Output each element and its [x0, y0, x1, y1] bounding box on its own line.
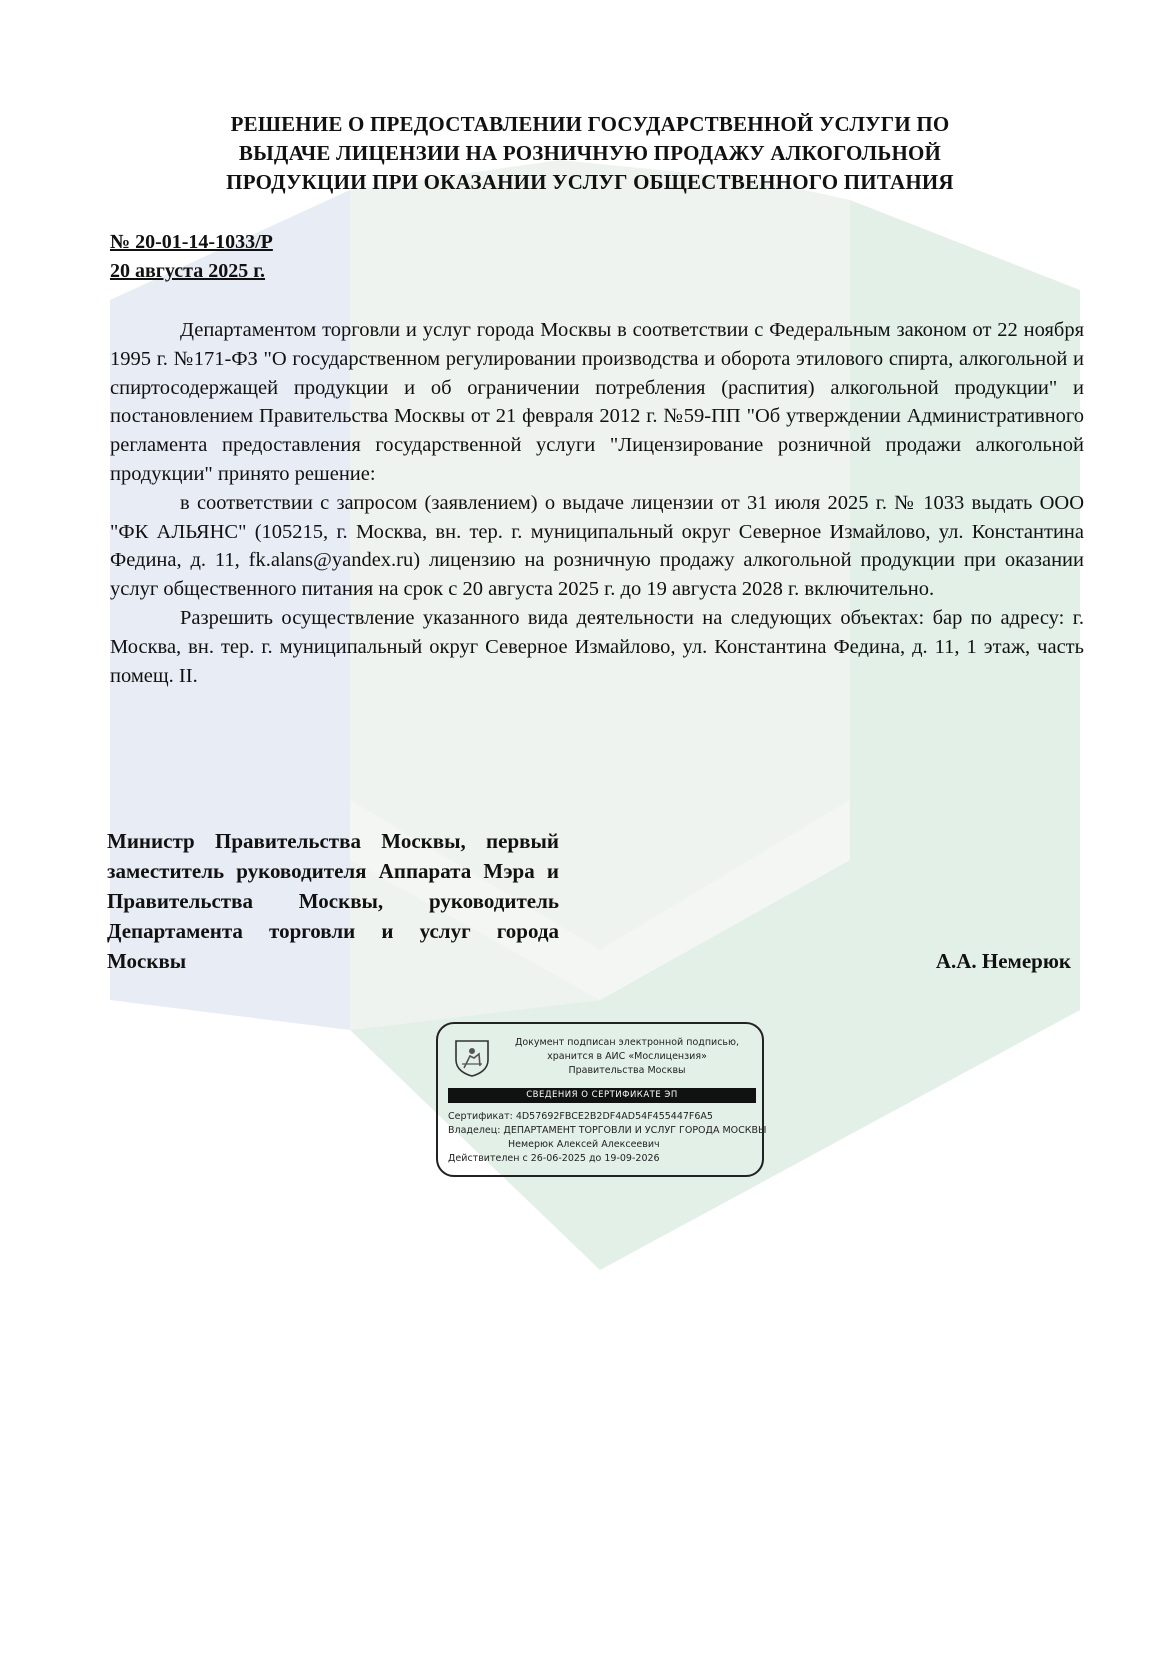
body-paragraph: Департаментом торговли и услуг города Москвы в соответствии с Федеральным законом от 22 ноября 1995 г. №171-ФЗ "О государственном регулировании производства и оборота этилового спирта, алкогольной и спиртосодержащей продукции и об ограничении потребления (распития) алкогольной продукции" и постановлением Правительства Москвы от 21 февраля 2012 г. №59-ПП "Об утверждении Административного регламента предоставления государственной услуги "Лицензирование розничной продажи алкогольной продукции" принято решение:	[110, 319, 1084, 485]
document-title	[120, 110, 1060, 197]
signature-notice-line: Документ подписан электронной подписью,	[514, 1037, 740, 1048]
signature-notice-line: Правительства Москвы	[568, 1065, 686, 1076]
document-date: 20 августа 2025 г.	[110, 260, 266, 282]
body-paragraph: Разрешить осуществление указанного вида деятельности на следующих объектах: бар по адресу: г. Москва, вн. тер. г. муниципальный округ Северное Измайлово, ул. Константина Федина, д. 11, 1 этаж, часть помещ. II.	[110, 606, 1084, 687]
certificate-owner-name: Немерюк Алексей Алексеевич	[508, 1139, 660, 1150]
signer-position: Министр Правительства Москвы, первый заместитель руководителя Аппарата Мэра и Правительства Москвы, руководитель Департамента торговли и услуг города Москвы	[107, 829, 559, 973]
document-body	[110, 316, 1084, 690]
title-line: ВЫДАЧЕ ЛИЦЕНЗИИ НА РОЗНИЧНУЮ ПРОДАЖУ АЛКОГОЛЬНОЙ	[238, 141, 942, 165]
certificate-info	[448, 1110, 767, 1166]
signature-notice-line: хранится в АИС «Мослицензия»	[547, 1051, 707, 1062]
certificate-validity: Действителен с 26-06-2025 до 19-09-2026	[448, 1153, 660, 1164]
signer-name: А.А. Немерюк	[935, 949, 1071, 973]
certificate-id: Сертификат: 4D57692FBCE2B2DF4AD54F455447F6A5	[448, 1111, 713, 1122]
document-number-block	[110, 228, 273, 286]
title-line: РЕШЕНИЕ О ПРЕДОСТАВЛЕНИИ ГОСУДАРСТВЕННОЙ УСЛУГИ ПО	[230, 112, 950, 136]
signature-notice	[498, 1036, 756, 1078]
electronic-signature-stamp	[436, 1022, 767, 1177]
moscow-coat-of-arms-icon	[452, 1038, 492, 1078]
certificate-owner: Владелец: ДЕПАРТАМЕНТ ТОРГОВЛИ И УСЛУГ ГОРОДА МОСКВЫ	[448, 1125, 767, 1136]
title-line: ПРОДУКЦИИ ПРИ ОКАЗАНИИ УСЛУГ ОБЩЕСТВЕННОГО ПИТАНИЯ	[226, 170, 954, 194]
body-paragraph: в соответствии с запросом (заявлением) о выдаче лицензии от 31 июля 2025 г. № 1033 выдать ООО "ФК АЛЬЯНС" (105215, г. Москва, вн. тер. г. муниципальный округ Северное Измайлово, ул. Константина Федина, д. 11, fk.alans@yandex.ru) лицензию на розничную продажу алкогольной продукции при оказании услуг общественного питания на срок с 20 августа 2025 г. до 19 августа 2028 г. включительно.	[110, 491, 1084, 601]
certificate-header: СВЕДЕНИЯ О СЕРТИФИКАТЕ ЭП	[448, 1088, 756, 1103]
document-number: № 20-01-14-1033/Р	[110, 231, 273, 253]
